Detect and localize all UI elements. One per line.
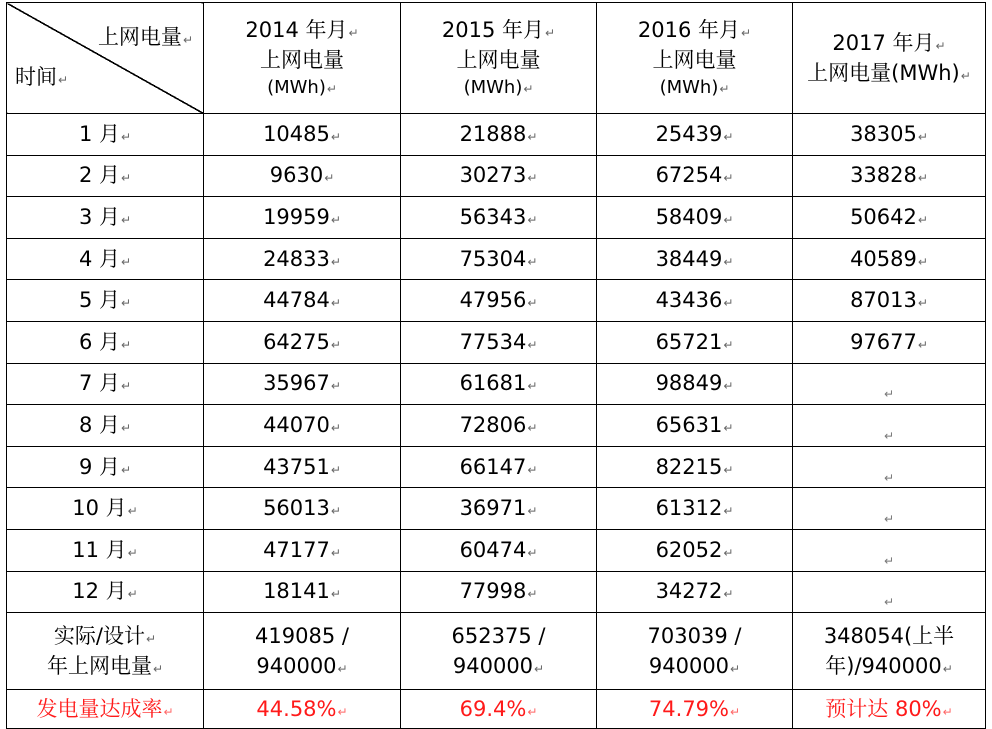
value-2017-cell: ↵ [793,446,986,488]
value-2015-cell: 72806↵ [401,405,597,447]
rate-label-cell: 发电量达成率↵ [7,690,204,729]
month-cell: 11 月↵ [7,529,204,571]
value-2017-cell: 33828↵ [793,155,986,197]
table-row [7,446,986,488]
month-cell: 6 月↵ [7,321,204,363]
header-2016: 2016 年月↵ 上网电量 (MWh)↵ [597,3,793,114]
value-2015-cell: 30273↵ [401,155,597,197]
value-2014-cell: 24833↵ [204,238,401,280]
table-row [7,321,986,363]
table-row [7,197,986,239]
rate-2015-cell: 69.4%↵ [401,690,597,729]
month-cell: 4 月↵ [7,238,204,280]
value-2015-cell: 77998↵ [401,571,597,613]
value-2015-cell: 47956↵ [401,280,597,322]
value-2015-cell: 36971↵ [401,488,597,530]
month-cell: 8 月↵ [7,405,204,447]
corner-top-label: 上网电量↵ [97,25,193,49]
value-2016-cell: 61312↵ [597,488,793,530]
completion-rate-row [7,690,986,729]
value-2015-cell: 56343↵ [401,197,597,239]
value-2016-cell: 25439↵ [597,114,793,156]
value-2014-cell: 18141↵ [204,571,401,613]
rate-2016-cell: 74.79%↵ [597,690,793,729]
header-row [7,3,986,114]
table-row [7,363,986,405]
value-2014-cell: 43751↵ [204,446,401,488]
value-2016-cell: 38449↵ [597,238,793,280]
corner-bottom-label: 时间↵ [15,65,69,89]
value-2017-cell: ↵ [793,405,986,447]
value-2016-cell: 82215↵ [597,446,793,488]
value-2014-cell: 35967↵ [204,363,401,405]
value-2016-cell: 62052↵ [597,529,793,571]
value-2014-cell: 47177↵ [204,529,401,571]
value-2014-cell: 10485↵ [204,114,401,156]
value-2016-cell: 65631↵ [597,405,793,447]
value-2017-cell: ↵ [793,488,986,530]
value-2016-cell: 58409↵ [597,197,793,239]
month-cell: 7 月↵ [7,363,204,405]
month-cell: 3 月↵ [7,197,204,239]
value-2015-cell: 75304↵ [401,238,597,280]
value-2014-cell: 9630↵ [204,155,401,197]
month-cell: 12 月↵ [7,571,204,613]
value-2016-cell: 67254↵ [597,155,793,197]
month-cell: 9 月↵ [7,446,204,488]
value-2015-cell: 60474↵ [401,529,597,571]
table-row [7,405,986,447]
value-2015-cell: 66147↵ [401,446,597,488]
value-2015-cell: 21888↵ [401,114,597,156]
table-row [7,280,986,322]
table-row [7,571,986,613]
power-generation-table [6,2,986,729]
value-2014-cell: 44070↵ [204,405,401,447]
total-label-cell: 实际/设计↵ 年上网电量↵ [7,613,204,690]
value-2014-cell: 56013↵ [204,488,401,530]
month-cell: 5 月↵ [7,280,204,322]
rate-2014-cell: 44.58%↵ [204,690,401,729]
value-2017-cell: 38305↵ [793,114,986,156]
value-2017-cell: ↵ [793,571,986,613]
month-cell: 1 月↵ [7,114,204,156]
value-2017-cell: 87013↵ [793,280,986,322]
header-2014: 2014 年月↵ 上网电量 (MWh)↵ [204,3,401,114]
total-2016-cell: 703039 / 940000↵ [597,613,793,690]
value-2014-cell: 44784↵ [204,280,401,322]
total-row [7,613,986,690]
value-2015-cell: 77534↵ [401,321,597,363]
rate-2017-cell: 预计达 80%↵ [793,690,986,729]
table-row [7,488,986,530]
table-row [7,114,986,156]
value-2016-cell: 65721↵ [597,321,793,363]
total-2017-cell: 348054(上半 年)/940000↵ [793,613,986,690]
value-2017-cell: 40589↵ [793,238,986,280]
value-2017-cell: ↵ [793,363,986,405]
total-2014-cell: 419085 / 940000↵ [204,613,401,690]
corner-header-cell [7,3,204,114]
value-2015-cell: 61681↵ [401,363,597,405]
table-row [7,238,986,280]
table-row [7,529,986,571]
value-2014-cell: 19959↵ [204,197,401,239]
header-2017: 2017 年月↵ 上网电量(MWh)↵ [793,3,986,114]
value-2016-cell: 43436↵ [597,280,793,322]
header-2015: 2015 年月↵ 上网电量 (MWh)↵ [401,3,597,114]
value-2014-cell: 64275↵ [204,321,401,363]
value-2017-cell: 97677↵ [793,321,986,363]
total-2015-cell: 652375 / 940000↵ [401,613,597,690]
value-2017-cell: 50642↵ [793,197,986,239]
value-2016-cell: 98849↵ [597,363,793,405]
value-2016-cell: 34272↵ [597,571,793,613]
value-2017-cell: ↵ [793,529,986,571]
month-cell: 10 月↵ [7,488,204,530]
table-row [7,155,986,197]
month-cell: 2 月↵ [7,155,204,197]
